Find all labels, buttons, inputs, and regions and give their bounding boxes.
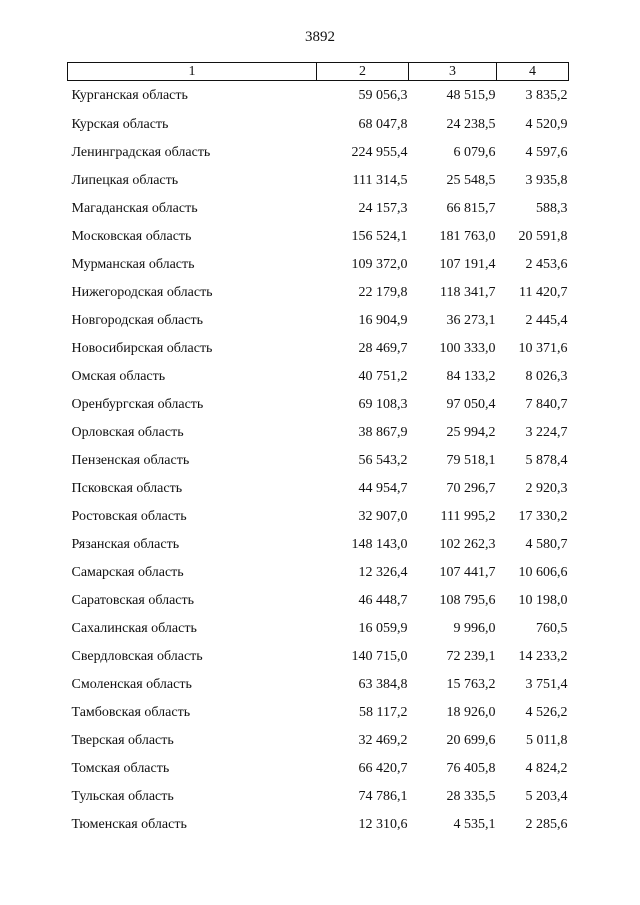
value-col2-cell: 74 786,1 xyxy=(358,789,408,804)
value-col2-cell: 32 907,0 xyxy=(358,509,408,524)
value-col3-cell: 72 239,1 xyxy=(446,649,496,664)
region-name-cell: Рязанская область xyxy=(71,537,180,552)
value-col2-cell: 46 448,7 xyxy=(358,593,408,608)
value-col2-cell: 22 179,8 xyxy=(358,285,408,300)
value-col3-cell: 48 515,9 xyxy=(446,88,496,103)
table-row xyxy=(68,251,569,279)
region-name-cell: Самарская область xyxy=(71,565,184,580)
table-row xyxy=(68,81,569,112)
region-name-cell: Московская область xyxy=(71,229,192,244)
region-name-cell: Тверская область xyxy=(71,733,174,748)
region-name-cell: Тюменская область xyxy=(71,817,187,832)
value-col4-cell: 3 751,4 xyxy=(525,677,568,692)
table-row xyxy=(68,475,569,503)
value-col4-cell: 4 580,7 xyxy=(525,537,568,552)
table-row xyxy=(68,363,569,391)
value-col3-cell: 76 405,8 xyxy=(446,761,496,776)
table-row xyxy=(68,167,569,195)
value-col2-cell: 156 524,1 xyxy=(351,229,408,244)
region-name-cell: Свердловская область xyxy=(71,649,203,664)
value-col3-cell: 66 815,7 xyxy=(446,201,496,216)
value-col4-cell: 14 233,2 xyxy=(518,649,568,664)
region-name-cell: Ленинградская область xyxy=(71,145,211,160)
value-col3-cell: 79 518,1 xyxy=(446,453,496,468)
region-name-cell: Курская область xyxy=(71,117,169,132)
value-col4-cell: 2 445,4 xyxy=(525,313,568,328)
value-col3-cell: 20 699,6 xyxy=(446,733,496,748)
table-row xyxy=(68,727,569,755)
table-row xyxy=(68,531,569,559)
value-col3-cell: 84 133,2 xyxy=(446,369,496,384)
table-row xyxy=(68,671,569,699)
region-name-cell: Томская область xyxy=(71,761,170,776)
value-col3-cell: 25 994,2 xyxy=(446,425,496,440)
region-name-cell: Псковская область xyxy=(71,481,183,496)
table-body xyxy=(68,81,569,840)
value-col3-cell: 111 995,2 xyxy=(440,509,496,524)
value-col3-cell: 9 996,0 xyxy=(453,621,496,636)
table-row xyxy=(68,755,569,783)
table-header xyxy=(68,63,569,81)
value-col2-cell: 38 867,9 xyxy=(358,425,408,440)
value-col4-cell: 10 371,6 xyxy=(518,341,568,356)
value-col2-cell: 59 056,3 xyxy=(358,88,408,103)
region-name-cell: Курганская область xyxy=(71,88,188,103)
value-col4-cell: 3 935,8 xyxy=(525,173,568,188)
table-row xyxy=(68,587,569,615)
value-col2-cell: 28 469,7 xyxy=(358,341,408,356)
region-name-cell: Тамбовская область xyxy=(71,705,191,720)
header-row xyxy=(68,63,569,81)
table-row xyxy=(68,279,569,307)
value-col4-cell: 17 330,2 xyxy=(518,509,568,524)
value-col4-cell: 2 285,6 xyxy=(525,817,568,832)
page-number: 3892 xyxy=(305,29,335,45)
table-row xyxy=(68,391,569,419)
value-col3-cell: 97 050,4 xyxy=(446,397,496,412)
value-col3-cell: 70 296,7 xyxy=(446,481,496,496)
region-name-cell: Липецкая область xyxy=(71,173,179,188)
table-row xyxy=(68,783,569,811)
value-col2-cell: 109 372,0 xyxy=(351,257,408,272)
value-col3-cell: 36 273,1 xyxy=(446,313,496,328)
value-col2-cell: 12 310,6 xyxy=(358,817,408,832)
value-col4-cell: 20 591,8 xyxy=(518,229,568,244)
value-col4-cell: 2 920,3 xyxy=(525,481,568,496)
region-name-cell: Орловская область xyxy=(71,425,184,440)
value-col2-cell: 32 469,2 xyxy=(358,733,408,748)
value-col2-cell: 24 157,3 xyxy=(358,201,408,216)
value-col2-cell: 140 715,0 xyxy=(351,649,408,664)
value-col3-cell: 25 548,5 xyxy=(446,173,496,188)
value-col2-cell: 12 326,4 xyxy=(358,565,408,580)
value-col3-cell: 28 335,5 xyxy=(446,789,496,804)
value-col3-cell: 181 763,0 xyxy=(439,229,496,244)
region-name-cell: Мурманская область xyxy=(71,257,195,272)
value-col4-cell: 8 026,3 xyxy=(525,369,568,384)
value-col2-cell: 40 751,2 xyxy=(358,369,408,384)
table-row xyxy=(68,811,569,839)
region-name-cell: Ростовская область xyxy=(71,509,187,524)
value-col2-cell: 44 954,7 xyxy=(358,481,408,496)
region-name-cell: Магаданская область xyxy=(71,201,198,216)
table-row xyxy=(68,699,569,727)
table-row xyxy=(68,335,569,363)
value-col4-cell: 2 453,6 xyxy=(525,257,568,272)
table-row xyxy=(68,447,569,475)
value-col3-cell: 6 079,6 xyxy=(453,145,496,160)
column-header-3: 3 xyxy=(409,63,497,81)
value-col3-cell: 15 763,2 xyxy=(446,677,496,692)
value-col2-cell: 111 314,5 xyxy=(352,173,408,188)
value-col2-cell: 56 543,2 xyxy=(358,453,408,468)
region-name-cell: Пензенская область xyxy=(71,453,190,468)
value-col2-cell: 16 904,9 xyxy=(358,313,408,328)
value-col3-cell: 4 535,1 xyxy=(453,817,496,832)
value-col3-cell: 102 262,3 xyxy=(439,537,496,552)
value-col3-cell: 100 333,0 xyxy=(439,341,496,356)
value-col4-cell: 5 011,8 xyxy=(526,733,568,748)
value-col4-cell: 11 420,7 xyxy=(519,285,568,300)
column-header-1: 1 xyxy=(68,63,317,81)
value-col2-cell: 68 047,8 xyxy=(358,117,408,132)
value-col3-cell: 24 238,5 xyxy=(446,117,496,132)
value-col3-cell: 108 795,6 xyxy=(439,593,496,608)
region-name-cell: Сахалинская область xyxy=(71,621,197,636)
table-row xyxy=(68,223,569,251)
table-row xyxy=(68,139,569,167)
value-col3-cell: 18 926,0 xyxy=(446,705,496,720)
value-col3-cell: 107 441,7 xyxy=(439,565,496,580)
region-name-cell: Новгородская область xyxy=(71,313,203,328)
value-col4-cell: 4 597,6 xyxy=(525,145,568,160)
table-row xyxy=(68,643,569,671)
region-name-cell: Омская область xyxy=(71,369,166,384)
value-col4-cell: 4 526,2 xyxy=(525,705,568,720)
value-col2-cell: 66 420,7 xyxy=(358,761,408,776)
value-col4-cell: 4 520,9 xyxy=(525,117,568,132)
value-col2-cell: 16 059,9 xyxy=(358,621,408,636)
region-name-cell: Нижегородская область xyxy=(71,285,213,300)
table-row xyxy=(68,615,569,643)
value-col3-cell: 107 191,4 xyxy=(439,257,496,272)
value-col4-cell: 588,3 xyxy=(536,201,568,216)
region-name-cell: Оренбургская область xyxy=(71,397,204,412)
region-name-cell: Новосибирская область xyxy=(71,341,213,356)
value-col2-cell: 69 108,3 xyxy=(358,397,408,412)
value-col4-cell: 5 878,4 xyxy=(525,453,568,468)
value-col3-cell: 118 341,7 xyxy=(440,285,496,300)
value-col4-cell: 4 824,2 xyxy=(525,761,568,776)
column-header-2: 2 xyxy=(317,63,409,81)
value-col2-cell: 224 955,4 xyxy=(351,145,408,160)
regions-table xyxy=(67,62,569,839)
region-name-cell: Тульская область xyxy=(71,789,174,804)
value-col4-cell: 5 203,4 xyxy=(525,789,568,804)
value-col4-cell: 10 606,6 xyxy=(518,565,568,580)
value-col2-cell: 63 384,8 xyxy=(358,677,408,692)
region-name-cell: Смоленская область xyxy=(71,677,192,692)
table-row xyxy=(68,559,569,587)
value-col4-cell: 3 224,7 xyxy=(525,425,568,440)
value-col4-cell: 7 840,7 xyxy=(525,397,568,412)
table-row xyxy=(68,111,569,139)
value-col4-cell: 3 835,2 xyxy=(525,88,568,103)
value-col4-cell: 760,5 xyxy=(536,621,568,636)
table-row xyxy=(68,307,569,335)
table-row xyxy=(68,419,569,447)
column-header-4: 4 xyxy=(497,63,569,81)
table-row xyxy=(68,503,569,531)
value-col4-cell: 10 198,0 xyxy=(518,593,568,608)
value-col2-cell: 58 117,2 xyxy=(359,705,408,720)
value-col2-cell: 148 143,0 xyxy=(351,537,408,552)
region-name-cell: Саратовская область xyxy=(71,593,195,608)
table-row xyxy=(68,195,569,223)
